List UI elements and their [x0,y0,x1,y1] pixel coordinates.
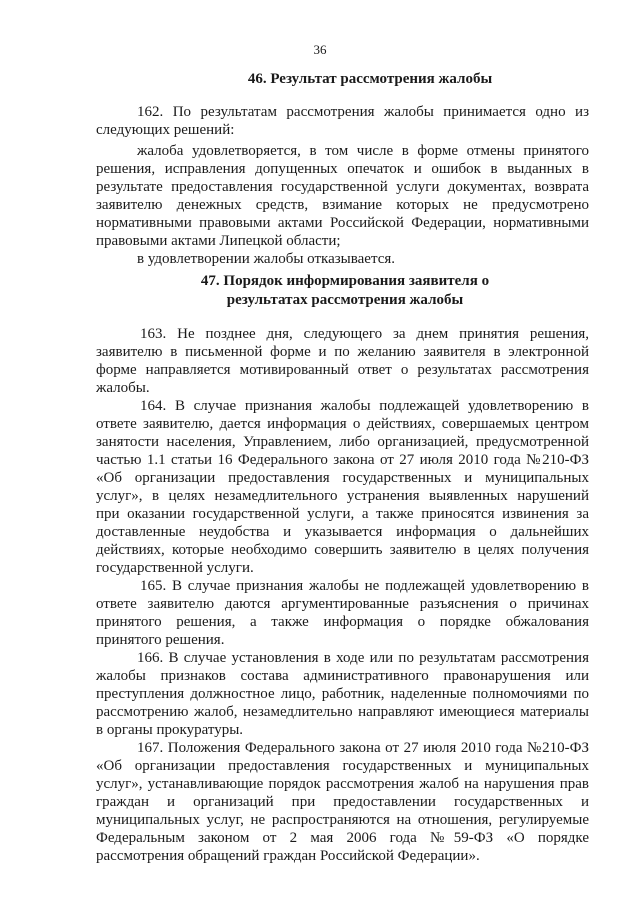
text-line: следующих решений: [96,122,235,138]
text-line: Федеральным законом от 2 мая 2006 года №59-ФЗ «О порядке [96,830,589,846]
text-line: форме направляется мотивированный ответ о результатах рассмотрения [96,362,589,378]
text-line: жалобы. [96,380,150,396]
text-line: результате предоставления государственной услуги документах, возврата [96,179,589,195]
section-46-title: 46. Результат рассмотрения жалобы [247,71,493,87]
text-line: 166. В случае установления в ходе или по результатам рассмотрения [137,650,589,666]
text-line: «Об организации предоставления государственных и муниципальных [96,758,589,774]
text-line: принятого решения, а также информация о порядке обжалования [96,614,589,630]
text-line: правовыми актами Липецкой области; [96,233,341,249]
text-line: ответе заявителю даются аргументированные разъяснения о причинах [96,596,589,612]
section-47-title-line-1: 47. Порядок информирования заявителя о [200,273,490,289]
text-line: преступления должностное лицо, работник, наделенные полномочиями по [96,686,589,702]
text-line: в органы прокуратуры. [96,722,244,738]
text-line: «Об организации предоставления государственных и муниципальных [96,470,589,486]
text-line: в удовлетворении жалобы отказывается. [137,251,395,267]
section-47-title-line-2: результатах рассмотрения жалобы [226,292,464,308]
text-line: при оказании государственной услуги, а также приносятся извинения за [96,506,589,522]
text-line: жалоба удовлетворяется, в том числе в форме отмены принятого [137,143,589,159]
text-line: заявителю денежных средств, взимание которых не предусмотрено [96,197,589,213]
text-line: частью 1.1 статьи 16 Федерального закона от 27 июля 2010 года №210-ФЗ [96,452,589,468]
text-line: жалобы признаков состава административного правонарушения или [96,668,589,684]
text-line: 167. Положения Федерального закона от 27 июля 2010 года №210-ФЗ [137,740,589,756]
text-line: ответе заявителю, дается информация о действиях, совершаемых центром [96,416,589,432]
text-line: занятости населения, Управлением, либо организацией, предусмотренной [96,434,589,450]
text-line: 162. По результатам рассмотрения жалобы принимается одно из [137,104,589,120]
text-line: муниципальных услуг, не распространяются на отношения, регулируемые [96,812,589,828]
text-line: 163. Не позднее дня, следующего за днем принятия решения, [140,326,589,342]
text-line: граждан и организаций при предоставлении государственных и [96,794,589,810]
text-line: услуг», устанавливающие порядок рассмотрения жалоб на нарушения прав [96,776,589,792]
text-line: рассмотрению жалоб, незамедлительно направляют имеющиеся материалы [96,704,589,720]
text-line: действиях, которые необходимо совершить заявителю в целях получения [96,542,589,558]
text-line: 164. В случае признания жалобы подлежащей удовлетворению в [140,398,589,414]
text-line: услуг», в целях незамедлительного устранения выявленных нарушений [96,488,589,504]
text-line: решения, исправления допущенных опечаток и ошибок в выданных в [96,161,589,177]
text-line: принятого решения. [96,632,225,648]
text-line: 165. В случае признания жалобы не подлежащей удовлетворению в [140,578,589,594]
text-line: заявителю в письменной форме и по желанию заявителя в электронной [96,344,589,360]
text-line: доставленные неудобства и указывается информация о дальнейших [96,524,589,540]
text-line: нормативными правовыми актами Российской Федерации, нормативными [96,215,589,231]
text-line: государственной услуги. [96,560,254,576]
text-line: рассмотрения обращений граждан Российской Федерации». [96,848,480,864]
page-number: 36 [313,42,327,57]
